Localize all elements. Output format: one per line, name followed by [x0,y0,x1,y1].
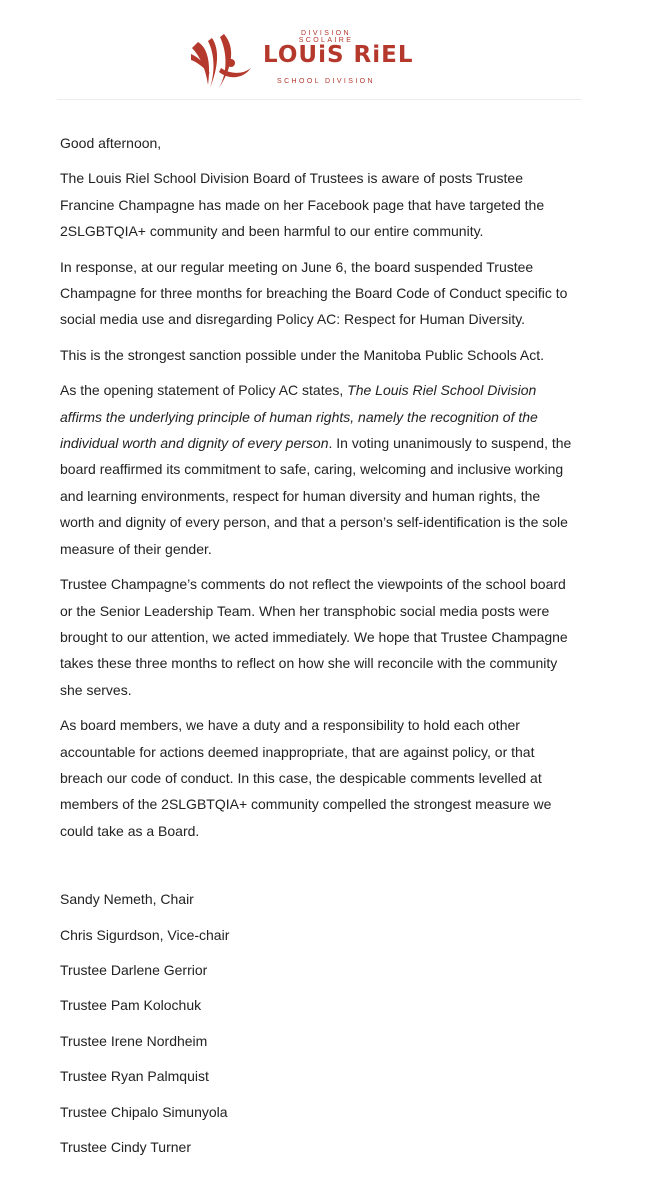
email-header [0,0,660,100]
paragraph-policy-statement [60,377,572,562]
greeting: Good afternoon, [60,135,162,151]
paragraph-viewpoints: Trustee Champagne’s comments do not reflect the viewpoints of the school board or the Senior Leadership Team. When her transphobic social media posts were brought to our attention, we acted immediately. We hope that Trustee Champagne takes these three months to reflect on how she will reconcile with the community she serves. [60,576,568,698]
signature-chair: Sandy Nemeth, Chair [60,891,194,908]
signature-list [60,886,572,1160]
policy-intro: As the opening statement of Policy AC states, [60,382,348,399]
dancing-figures-logo-icon [190,30,252,90]
policy-quote: The Louis Riel School Division affirms the underlying principle of human rights, namely the recognition of the individual worth and dignity of every person [60,382,538,452]
paragraph-awareness: The Louis Riel School Division Board of Trustees is aware of posts Trustee Francine Champagne has made on her Facebook page that have targeted the 2SLGBTQIA+ community and been harmful to our entire community. [60,170,545,240]
signature-vice-chair: Chris Sigurdson, Vice-chair [60,926,230,943]
paragraph-suspension: In response, at our regular meeting on June 6, the board suspended Trustee Champagne for three months for breaching the Board Code of Conduct specific to social media use and disregarding Policy AC: Respect for Human Diversity. [60,258,568,328]
header-divider [57,99,581,100]
logo-name: LOUiS RiEL [263,42,414,68]
signature-trustee: Trustee Cindy Turner [60,1139,191,1155]
paragraph-sanction: This is the strongest sanction possible under the Manitoba Public Schools Act. [60,346,545,363]
paragraph-responsibility: As board members, we have a duty and a responsibility to hold each other accountable for actions deemed inappropriate, that are against policy, or that breach our code of conduct. In this case, the despicable comments levelled at members of the 2SLGBTQIA+ community compelled the strongest measure we could take as a Board. [60,717,552,839]
signature-trustee: Trustee Irene Nordheim [60,1032,208,1049]
signature-trustee: Trustee Chipalo Simunyola [60,1103,228,1120]
logo-bottom-text: SCHOOL DIVISION [277,78,375,85]
logo-top-text: DIVISION SCOLAIRE [298,30,354,44]
signature-trustee: Trustee Pam Kolochuk [60,997,202,1014]
signature-trustee: Trustee Ryan Palmquist [60,1068,209,1085]
school-division-logo [190,28,440,90]
signature-trustee: Trustee Darlene Gerrior [60,961,208,978]
letter-body [60,130,572,1169]
policy-commitment: . In voting unanimously to suspend, the board reaffirmed its commitment to safe, caring, welcoming and inclusive working and learning environments, respect for human diversity and human rights, the worth and dignity of every person, and that a person’s self-identification is the sole measure of their gender. [60,435,572,557]
